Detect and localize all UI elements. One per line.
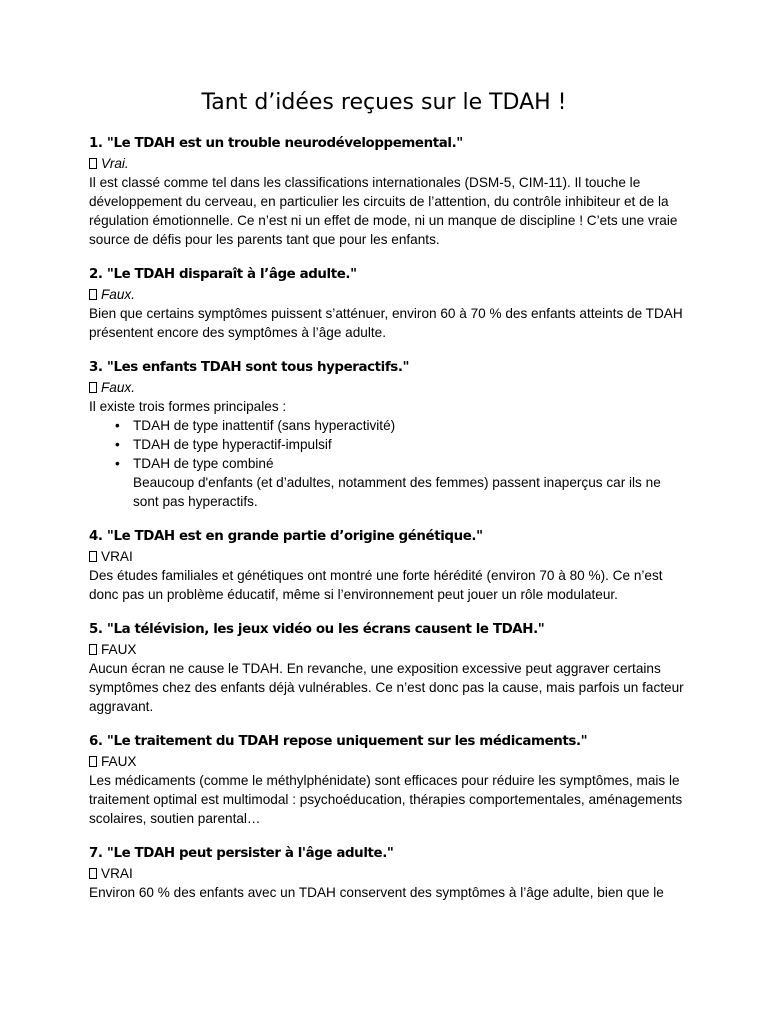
verdict-line: [89, 864, 689, 883]
section-2: [89, 265, 689, 342]
list-item: [133, 454, 689, 511]
missing-glyph-icon: [89, 551, 97, 562]
section-1: [89, 134, 689, 249]
verdict-label: Faux.: [101, 380, 135, 395]
section-text: Des études familiales et génétiques ont montré une forte hérédité (environ 70 à 80 %). Ce n’est donc pas un problème éducatif, même si l’environnement peut jouer un rôle modulateur.: [89, 568, 663, 602]
verdict-line: [89, 154, 689, 173]
missing-glyph-icon: [89, 644, 97, 655]
verdict-line: [89, 640, 689, 659]
section-text: Il est classé comme tel dans les classifications internationales (DSM-5, CIM-11). Il touche le développement du cerveau, en particulier les circuits de l’attention, du contrôle inhibiteur et de la régulation émotionnelle. Ce n’est ni un effet de mode, ni un manque de discipline ! C’ets une vraie source de défis pour les parents tant que pour les enfants.: [89, 175, 678, 247]
section-heading: 4. "Le TDAH est en grande partie d’origine génétique.": [89, 529, 483, 544]
missing-glyph-icon: [89, 756, 97, 767]
section-heading: 2. "Le TDAH disparaît à l’âge adulte.": [89, 267, 357, 282]
missing-glyph-icon: [89, 868, 97, 879]
list-item-note: Beaucoup d'enfants (et d’adultes, notamment des femmes) passent inaperçus car ils ne sont pas hyperactifs.: [133, 475, 661, 509]
verdict-line: [89, 752, 689, 771]
document-title: Tant d’idées reçues sur le TDAH !: [201, 90, 567, 115]
verdict-label: Faux.: [101, 287, 135, 302]
list-item-label: TDAH de type combiné: [133, 456, 274, 471]
section-text: Bien que certains symptômes puissent s’atténuer, environ 60 à 70 % des enfants atteints de TDAH présentent encore des symptômes à l’âge adulte.: [89, 306, 683, 340]
verdict-line: [89, 285, 689, 304]
section-5: [89, 620, 689, 716]
missing-glyph-icon: [89, 289, 97, 300]
verdict-label: VRAI: [101, 866, 133, 881]
section-heading: 3. "Les enfants TDAH sont tous hyperactifs.": [89, 360, 410, 375]
section-text: Environ 60 % des enfants avec un TDAH conservent des symptômes à l’âge adulte, bien que le: [89, 885, 664, 900]
section-3: [89, 358, 689, 511]
verdict-label: FAUX: [101, 642, 137, 657]
verdict-label: VRAI: [101, 549, 133, 564]
section-7: [89, 844, 689, 902]
section-text: Les médicaments (comme le méthylphénidate) sont efficaces pour réduire les symptômes, mais le traitement optimal est multimodal : psychoéducation, thérapies comportementales, aménagements scolaires, soutien parental…: [89, 773, 683, 826]
verdict-line: [89, 378, 689, 397]
list-item: • TDAH de type inattentif (sans hyperactivité): [133, 416, 689, 435]
section-6: [89, 732, 689, 828]
document-body: [89, 134, 689, 918]
section-4: [89, 527, 689, 604]
section-text: Il existe trois formes principales :: [89, 399, 287, 414]
verdict-line: [89, 547, 689, 566]
verdict-label: FAUX: [101, 754, 137, 769]
section-heading: 7. "Le TDAH peut persister à l'âge adulte.": [89, 846, 394, 861]
forms-list: [89, 416, 689, 511]
verdict-label: Vrai.: [101, 156, 129, 171]
section-heading: 6. "Le traitement du TDAH repose uniquement sur les médicaments.": [89, 734, 588, 749]
missing-glyph-icon: [89, 382, 97, 393]
list-item: • TDAH de type hyperactif-impulsif: [133, 435, 689, 454]
section-heading: 1. "Le TDAH est un trouble neurodéveloppemental.": [89, 136, 463, 151]
section-heading: 5. "La télévision, les jeux vidéo ou les écrans causent le TDAH.": [89, 622, 545, 637]
missing-glyph-icon: [89, 158, 97, 169]
section-text: Aucun écran ne cause le TDAH. En revanche, une exposition excessive peut aggraver certains symptômes chez des enfants déjà vulnérables. Ce n’est donc pas la cause, mais parfois un facteur aggravant.: [89, 661, 684, 714]
